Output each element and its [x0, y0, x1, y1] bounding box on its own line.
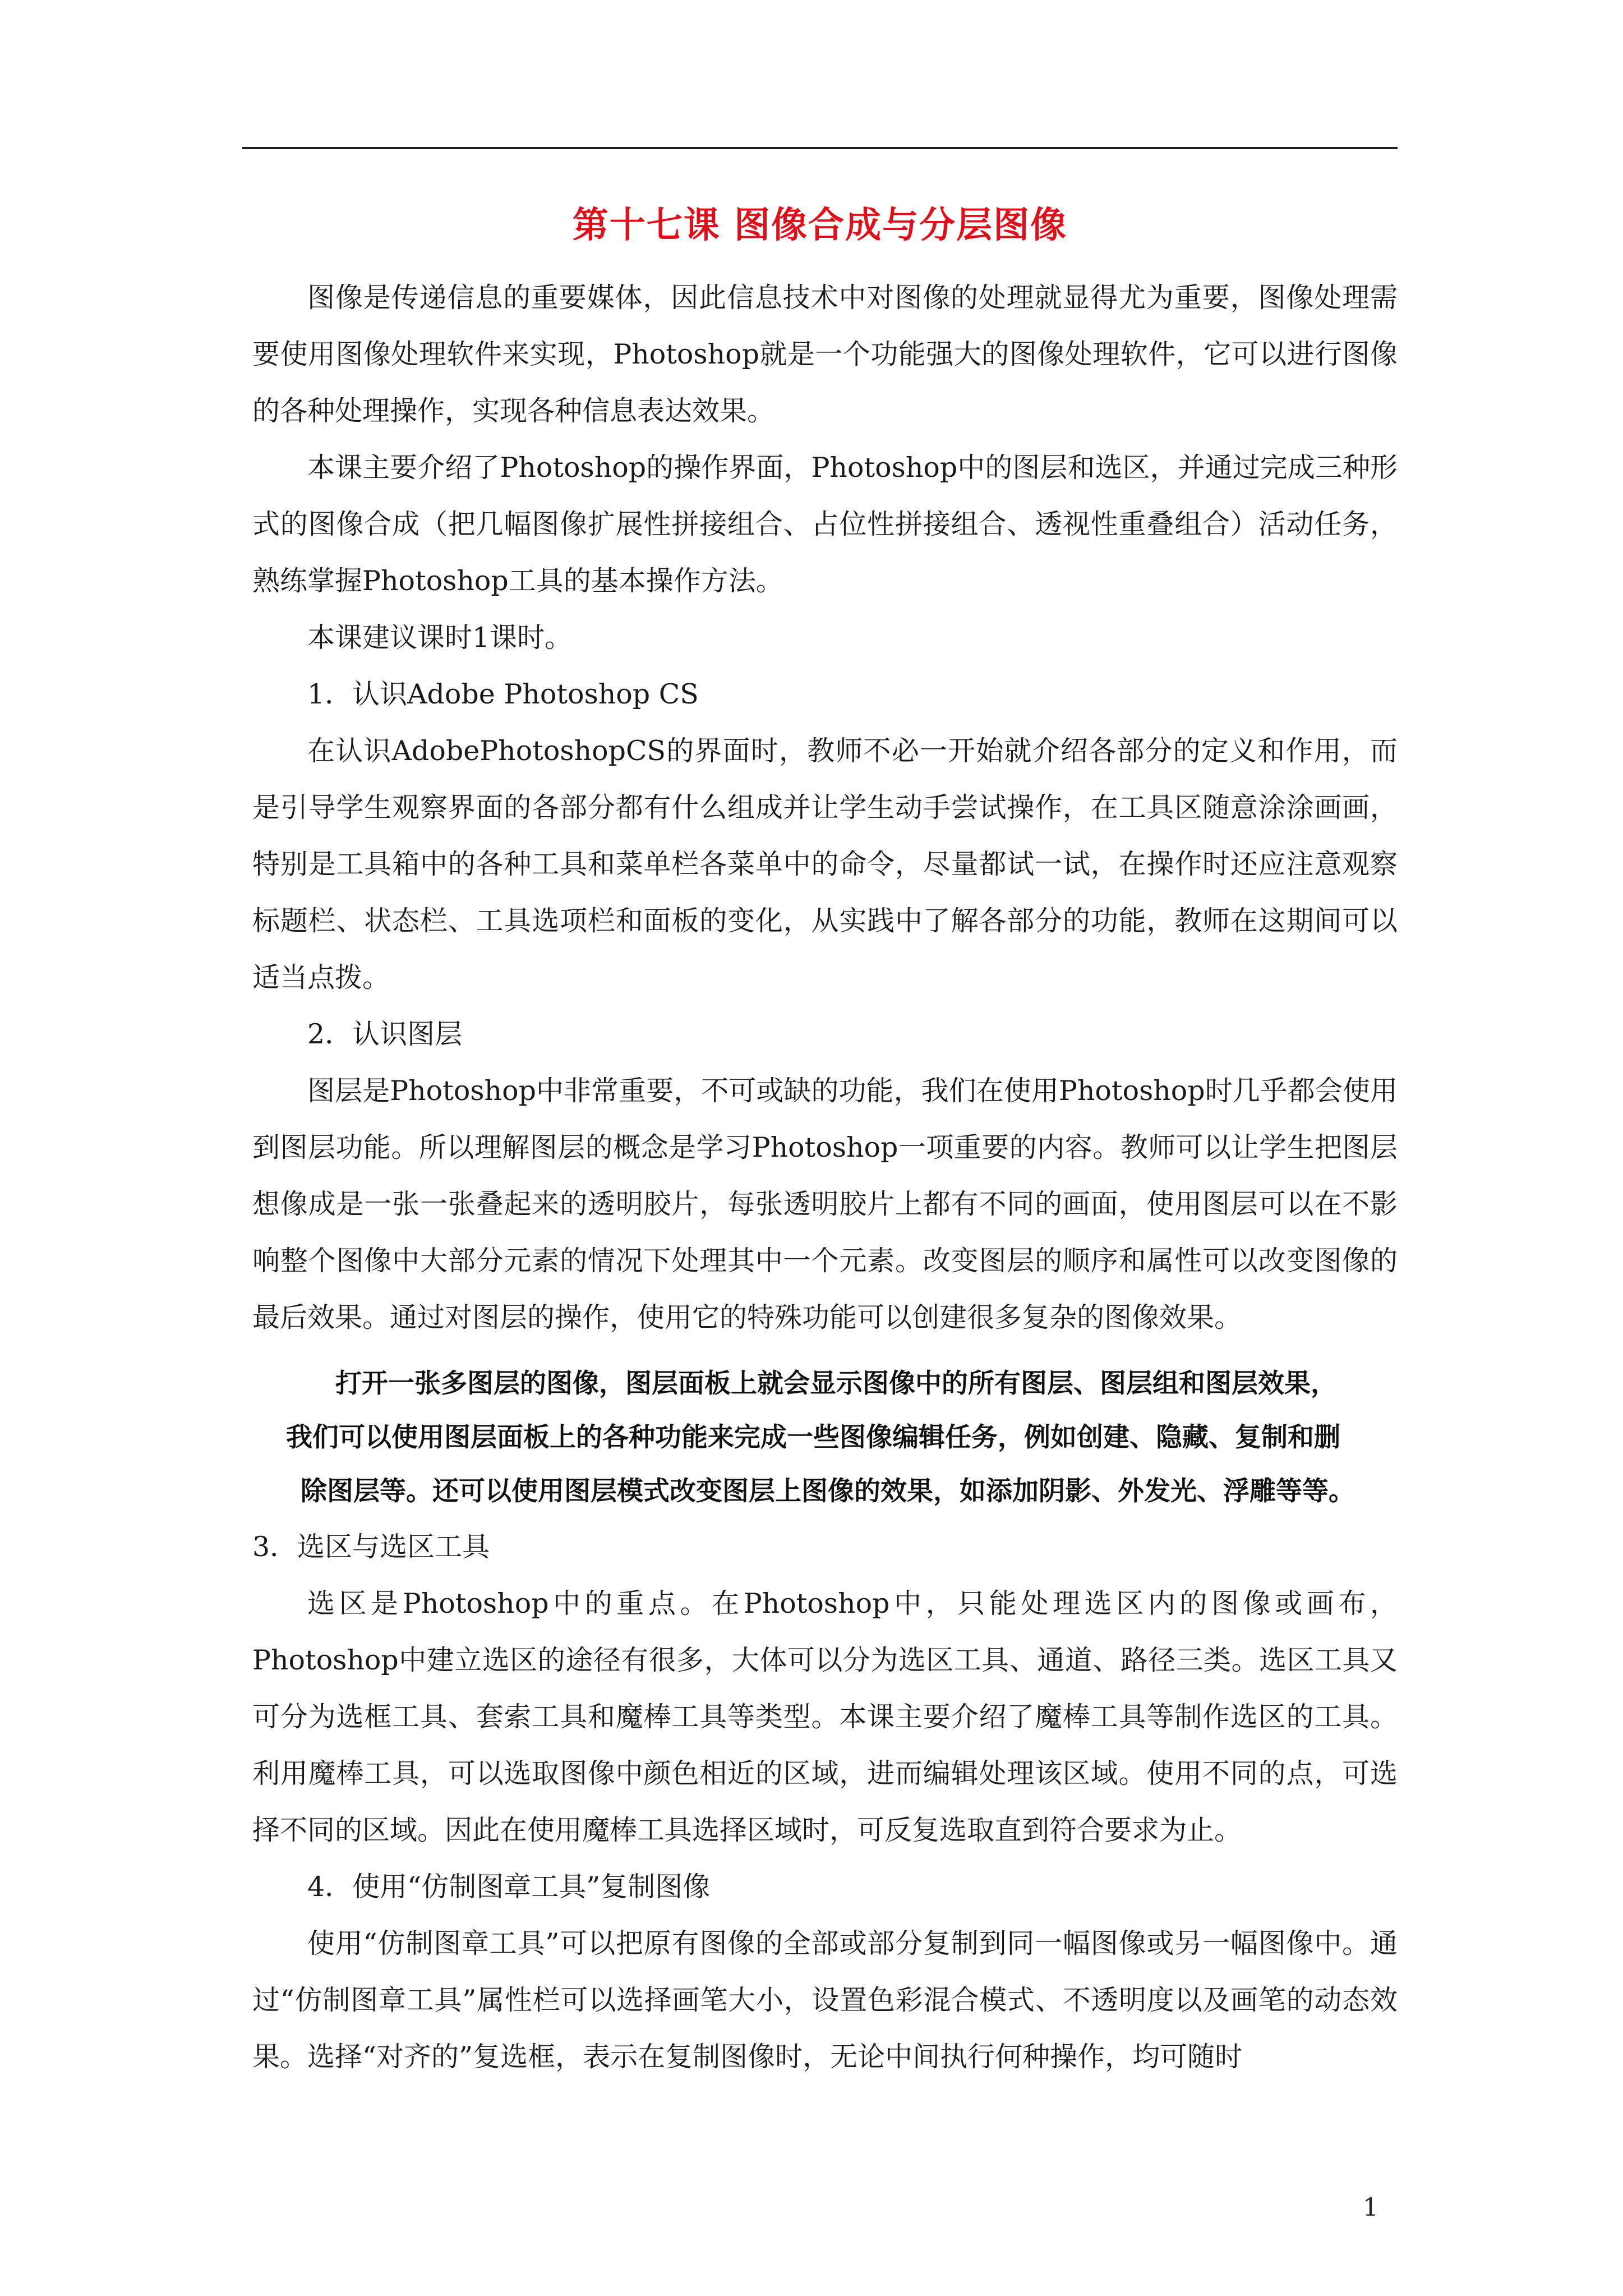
- header-rule: [242, 147, 1398, 149]
- page-number: 1: [1363, 2193, 1378, 2222]
- intro-paragraph: 本课主要介绍了Photoshop的操作界面，Photoshop中的图层和选区，并通过完成三种形式的图像合成（把几幅图像扩展性拼接组合、占位性拼接组合、透视性重叠组合）活动任务，熟练掌握Photoshop工具的基本操作方法。: [252, 452, 1398, 597]
- pasted-line: 打开一张多图层的图像，图层面板上就会显示图像中的所有图层、图层组和图层效果，: [335, 1368, 1337, 1399]
- section-paragraph: 图层是Photoshop中非常重要，不可或缺的功能，我们在使用Photoshop时几乎都会使用到图层功能。所以理解图层的概念是学习Photoshop一项重要的内容。教师可以让学生把图层想像成是一张一张叠起来的透明胶片，每张透明胶片上都有不同的画面，使用图层可以在不影响整个图像中大部分元素的情况下处理其中一个元素。改变图层的顺序和属性可以改变图像的最后效果。通过对图层的操作，使用它的特殊功能可以创建很多复杂的图像效果。: [252, 1075, 1398, 1333]
- section-heading: 2．认识图层: [307, 1018, 463, 1050]
- section-heading: 3．选区与选区工具: [252, 1531, 490, 1563]
- pasted-line: 除图层等。还可以使用图层模式改变图层上图像的效果，如添加阴影、外发光、浮雕等等。: [301, 1476, 1355, 1507]
- section-heading: 4．使用“仿制图章工具”复制图像: [307, 1871, 711, 1903]
- intro-paragraph: 图像是传递信息的重要媒体，因此信息技术中对图像的处理就显得尤为重要，图像处理需要使用图像处理软件来实现，Photoshop就是一个功能强大的图像处理软件，它可以进行图像的各种处理操作，实现各种信息表达效果。: [252, 282, 1398, 427]
- document-body: [252, 269, 1398, 2085]
- section-paragraph: 使用“仿制图章工具”可以把原有图像的全部或部分复制到同一幅图像或另一幅图像中。通过“仿制图章工具”属性栏可以选择画笔大小，设置色彩混合模式、不透明度以及画笔的动态效果。选择“对齐的”复选框，表示在复制图像时，无论中间执行何种操作，均可随时: [252, 1927, 1398, 2073]
- pasted-text-image: [252, 1357, 1398, 1519]
- section-paragraph: 在认识AdobePhotoshopCS的界面时，教师不必一开始就介绍各部分的定义和作用，而是引导学生观察界面的各部分都有什么组成并让学生动手尝试操作，在工具区随意涂涂画画，特别是工具箱中的各种工具和菜单栏各菜单中的命令，尽量都试一试，在操作时还应注意观察标题栏、状态栏、工具选项栏和面板的变化，从实践中了解各部分的功能，教师在这期间可以适当点拨。: [252, 735, 1398, 993]
- section-paragraph: 选区是Photoshop中的重点。在Photoshop中，只能处理选区内的图像或画布，Photoshop中建立选区的途径有很多，大体可以分为选区工具、通道、路径三类。选区工具又可分为选框工具、套索工具和魔棒工具等类型。本课主要介绍了魔棒工具等制作选区的工具。利用魔棒工具，可以选取图像中颜色相近的区域，进而编辑处理该区域。使用不同的点，可选择不同的区域。因此在使用魔棒工具选择区域时，可反复选取直到符合要求为止。: [252, 1588, 1398, 1846]
- section-heading: 1．认识Adobe Photoshop CS: [307, 678, 699, 710]
- page-title: 第十七课 图像合成与分层图像: [572, 205, 1068, 246]
- intro-paragraph: 本课建议课时1课时。: [307, 622, 573, 654]
- pasted-line: 我们可以使用图层面板上的各种功能来完成一些图像编辑任务，例如创建、隐藏、复制和删: [286, 1422, 1340, 1453]
